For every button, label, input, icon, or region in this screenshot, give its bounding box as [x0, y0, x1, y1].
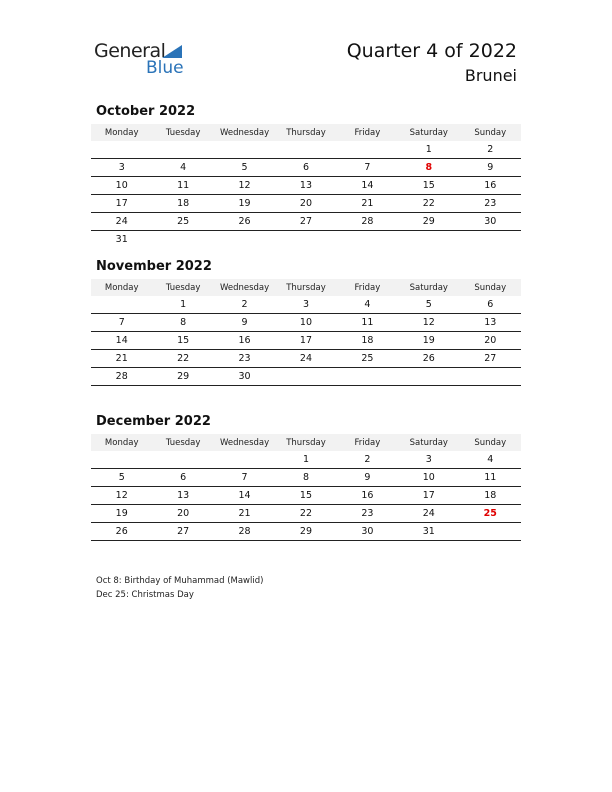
calendar-table	[91, 279, 521, 386]
day-cell: 5	[91, 469, 152, 487]
day-cell: 13	[152, 487, 213, 505]
day-cell: 30	[460, 213, 521, 231]
day-cell: 27	[275, 213, 336, 231]
weekday-header: Wednesday	[214, 434, 275, 451]
day-cell: 21	[337, 195, 398, 213]
week-row	[91, 141, 521, 159]
day-cell: 23	[214, 350, 275, 368]
calendar-table	[91, 124, 521, 248]
day-cell: 18	[152, 195, 213, 213]
weekday-header: Thursday	[275, 124, 336, 141]
day-cell	[91, 141, 152, 159]
day-cell: 2	[337, 451, 398, 469]
day-cell: 5	[398, 296, 459, 314]
day-cell: 6	[460, 296, 521, 314]
day-cell: 14	[214, 487, 275, 505]
week-row	[91, 177, 521, 195]
week-row	[91, 159, 521, 177]
day-cell: 11	[460, 469, 521, 487]
day-cell: 17	[275, 332, 336, 350]
holiday-note: Dec 25: Christmas Day	[96, 590, 194, 600]
day-cell: 11	[152, 177, 213, 195]
day-cell: 9	[337, 469, 398, 487]
day-cell: 7	[337, 159, 398, 177]
weekday-header: Saturday	[398, 124, 459, 141]
day-cell: 8	[275, 469, 336, 487]
week-row	[91, 231, 521, 249]
day-cell: 28	[91, 368, 152, 386]
weekday-header: Tuesday	[152, 124, 213, 141]
day-cell: 24	[275, 350, 336, 368]
page-title: Quarter 4 of 2022	[346, 40, 517, 62]
weekday-header: Friday	[337, 279, 398, 296]
day-cell: 22	[275, 505, 336, 523]
week-row	[91, 296, 521, 314]
holiday-note: Oct 8: Birthday of Muhammad (Mawlid)	[96, 576, 264, 586]
day-cell: 14	[91, 332, 152, 350]
day-cell	[337, 368, 398, 386]
day-cell	[214, 141, 275, 159]
week-row	[91, 505, 521, 523]
day-cell: 28	[337, 213, 398, 231]
week-row	[91, 469, 521, 487]
day-cell	[152, 451, 213, 469]
day-cell: 18	[337, 332, 398, 350]
day-cell	[460, 523, 521, 541]
day-cell: 31	[398, 523, 459, 541]
weekday-header: Sunday	[460, 434, 521, 451]
day-cell: 15	[275, 487, 336, 505]
day-cell: 7	[214, 469, 275, 487]
day-cell: 17	[398, 487, 459, 505]
day-cell: 26	[398, 350, 459, 368]
day-cell: 30	[337, 523, 398, 541]
day-cell: 30	[214, 368, 275, 386]
day-cell: 4	[152, 159, 213, 177]
day-cell: 12	[91, 487, 152, 505]
weekday-header: Sunday	[460, 279, 521, 296]
week-row	[91, 350, 521, 368]
month-october	[91, 104, 521, 248]
day-cell: 8	[398, 159, 459, 177]
month-title: December 2022	[96, 414, 211, 429]
day-cell: 6	[152, 469, 213, 487]
day-cell	[337, 141, 398, 159]
day-cell: 26	[91, 523, 152, 541]
weekday-header: Monday	[91, 279, 152, 296]
weekday-header: Sunday	[460, 124, 521, 141]
weekday-header: Tuesday	[152, 279, 213, 296]
logo-triangle-icon	[162, 45, 182, 58]
week-row	[91, 487, 521, 505]
weekday-header: Saturday	[398, 434, 459, 451]
day-cell: 26	[214, 213, 275, 231]
weekday-header: Saturday	[398, 279, 459, 296]
day-cell: 19	[91, 505, 152, 523]
weekday-header: Friday	[337, 434, 398, 451]
day-cell: 6	[275, 159, 336, 177]
week-row	[91, 368, 521, 386]
day-cell: 17	[91, 195, 152, 213]
day-cell: 25	[152, 213, 213, 231]
day-cell	[460, 231, 521, 249]
day-cell: 1	[275, 451, 336, 469]
country-name: Brunei	[464, 66, 517, 85]
day-cell: 10	[398, 469, 459, 487]
week-row	[91, 451, 521, 469]
day-cell: 28	[214, 523, 275, 541]
day-cell: 27	[152, 523, 213, 541]
day-cell: 15	[398, 177, 459, 195]
weekday-header-row	[91, 124, 521, 141]
month-december	[91, 414, 521, 541]
day-cell	[275, 141, 336, 159]
day-cell: 25	[460, 505, 521, 523]
day-cell: 8	[152, 314, 213, 332]
week-row	[91, 523, 521, 541]
week-row	[91, 314, 521, 332]
day-cell: 20	[152, 505, 213, 523]
day-cell: 21	[91, 350, 152, 368]
weekday-header: Friday	[337, 124, 398, 141]
weekday-header: Wednesday	[214, 124, 275, 141]
weekday-header: Monday	[91, 124, 152, 141]
day-cell: 3	[91, 159, 152, 177]
logo-blue-text: Blue	[146, 58, 184, 78]
day-cell: 25	[337, 350, 398, 368]
day-cell	[275, 231, 336, 249]
day-cell	[398, 368, 459, 386]
calendar-table	[91, 434, 521, 541]
day-cell: 24	[91, 213, 152, 231]
day-cell: 13	[275, 177, 336, 195]
day-cell: 19	[214, 195, 275, 213]
day-cell: 1	[152, 296, 213, 314]
day-cell: 20	[275, 195, 336, 213]
day-cell: 23	[460, 195, 521, 213]
weekday-header: Wednesday	[214, 279, 275, 296]
day-cell: 15	[152, 332, 213, 350]
day-cell	[398, 231, 459, 249]
day-cell: 16	[214, 332, 275, 350]
day-cell: 7	[91, 314, 152, 332]
day-cell: 1	[398, 141, 459, 159]
day-cell: 3	[398, 451, 459, 469]
day-cell: 2	[460, 141, 521, 159]
day-cell: 24	[398, 505, 459, 523]
day-cell: 12	[214, 177, 275, 195]
day-cell: 5	[214, 159, 275, 177]
holiday-notes	[96, 574, 263, 602]
day-cell: 10	[91, 177, 152, 195]
day-cell: 10	[275, 314, 336, 332]
day-cell	[214, 231, 275, 249]
day-cell: 3	[275, 296, 336, 314]
day-cell: 16	[337, 487, 398, 505]
day-cell	[214, 451, 275, 469]
day-cell: 12	[398, 314, 459, 332]
day-cell: 16	[460, 177, 521, 195]
day-cell: 27	[460, 350, 521, 368]
logo	[94, 40, 194, 80]
day-cell: 11	[337, 314, 398, 332]
day-cell: 31	[115, 234, 128, 245]
weekday-header: Monday	[91, 434, 152, 451]
day-cell	[91, 451, 152, 469]
month-title: November 2022	[96, 259, 212, 274]
weekday-header-row	[91, 434, 521, 451]
day-cell: 23	[337, 505, 398, 523]
weekday-header-row	[91, 279, 521, 296]
day-cell: 29	[275, 523, 336, 541]
day-cell: 9	[460, 159, 521, 177]
day-cell	[337, 231, 398, 249]
day-cell: 9	[214, 314, 275, 332]
weekday-header: Thursday	[275, 434, 336, 451]
day-cell	[275, 368, 336, 386]
weekday-header: Tuesday	[152, 434, 213, 451]
day-cell: 29	[398, 213, 459, 231]
day-cell: 22	[152, 350, 213, 368]
day-cell: 13	[460, 314, 521, 332]
day-cell: 14	[337, 177, 398, 195]
day-cell	[91, 296, 152, 314]
day-cell	[152, 141, 213, 159]
day-cell	[152, 231, 213, 249]
day-cell: 20	[460, 332, 521, 350]
day-cell: 21	[214, 505, 275, 523]
month-title: October 2022	[96, 104, 196, 119]
day-cell: 18	[460, 487, 521, 505]
day-cell	[460, 368, 521, 386]
day-cell: 22	[398, 195, 459, 213]
month-november	[91, 259, 521, 386]
weekday-header: Thursday	[275, 279, 336, 296]
week-row	[91, 195, 521, 213]
day-cell: 19	[398, 332, 459, 350]
logo-general-text: General	[94, 40, 166, 62]
week-row	[91, 332, 521, 350]
day-cell: 2	[214, 296, 275, 314]
day-cell: 29	[152, 368, 213, 386]
day-cell: 4	[460, 451, 521, 469]
week-row	[91, 213, 521, 231]
day-cell: 4	[337, 296, 398, 314]
